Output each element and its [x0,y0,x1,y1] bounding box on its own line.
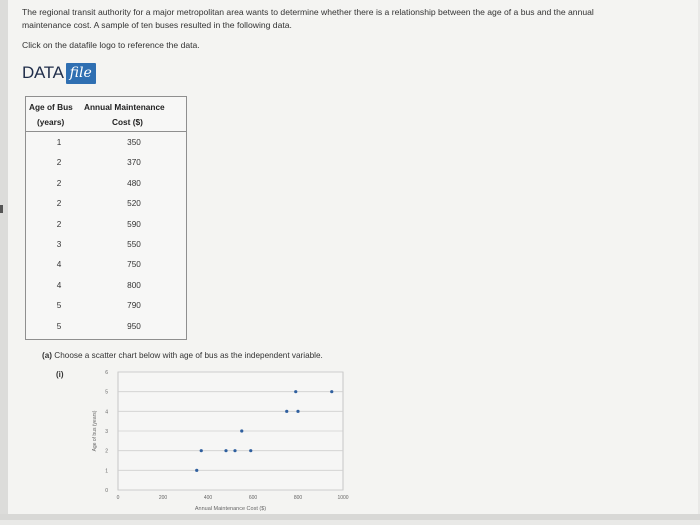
cost-cell: 350 [127,138,141,147]
header-age-line1: Age of Bus [29,102,73,112]
left-edge [0,0,8,520]
y-tick-label: 4 [105,409,108,416]
data-point [249,449,252,452]
y-tick-label: 5 [105,389,108,396]
question-a [42,351,323,360]
table-row [26,132,186,152]
datafile-logo-prefix: DATA [22,63,64,82]
age-cell: 5 [56,321,62,331]
x-tick-label: 0 [116,495,120,501]
y-tick-label: 0 [105,488,108,494]
table-row [26,275,186,295]
table-header [26,97,186,132]
prompt-line-2: maintenance cost. A sample of ten buses resulted in the following data. [22,20,292,30]
scatter-chart-option-i[interactable] [88,366,353,520]
data-point [195,469,198,472]
cost-cell: 750 [127,260,141,270]
scatter-chart-svg [88,366,353,520]
y-tick-label: 6 [105,370,108,376]
age-cell: 1 [56,138,62,147]
age-cell: 2 [56,178,62,188]
cost-cell: 590 [127,219,141,229]
data-point [200,449,203,452]
age-cell: 4 [56,260,62,270]
table-row [26,173,186,193]
data-point [224,449,227,452]
data-point [285,410,288,413]
data-point [296,410,299,413]
table-row [26,316,186,336]
scroll-marker [0,205,3,213]
y-tick-label: 3 [105,429,108,435]
age-cell: 4 [56,280,62,290]
header-cost-line1: Annual Maintenance [84,102,165,112]
table-row [26,214,186,234]
bottom-edge [0,514,700,520]
x-axis-title: Annual Maintenance Cost ($) [194,506,267,512]
cost-cell: 370 [127,158,141,168]
prompt-line-1: The regional transit authority for a major metropolitan area wants to determine whether there is a relationship between the age of a bus and the annual [22,7,594,17]
cost-cell: 480 [127,178,141,188]
cost-cell: 550 [127,240,141,249]
y-tick-label: 1 [105,468,108,475]
x-tick-label: 600 [248,495,258,501]
x-tick-label: 200 [158,495,168,501]
data-point [233,449,236,452]
age-cell: 2 [56,199,62,209]
age-cell: 2 [56,219,62,229]
cost-cell: 800 [127,280,141,290]
data-point [330,390,333,393]
table-row [26,234,186,254]
datafile-instruction: Click on the datafile logo to reference the data. [22,40,200,50]
cost-cell: 950 [127,321,141,331]
datafile-logo-box: file [66,63,96,84]
y-axis-title: Age of bus (years) [92,410,98,452]
x-tick-label: 400 [203,495,213,501]
table-row [26,295,186,315]
header-age-line2: (years) [37,117,65,127]
x-tick-label: 800 [293,495,303,501]
problem-statement [22,6,682,32]
cost-cell: 790 [127,301,141,311]
table-row [26,193,186,213]
cost-cell: 520 [127,199,141,209]
question-text: Choose a scatter chart below with age of bus as the independent variable. [54,351,323,360]
data-table [25,96,187,340]
table-row [26,254,186,274]
age-cell: 2 [56,158,62,168]
header-cost-line2: Cost ($) [112,117,143,127]
data-point [294,390,297,393]
age-cell: 3 [56,240,62,249]
data-point [240,429,243,432]
option-label-i: (i) [56,370,64,379]
table-row [26,152,186,172]
age-cell: 5 [56,301,62,311]
question-part-label: (a) [42,351,53,360]
datafile-logo-button[interactable] [22,62,96,84]
question-page [8,0,698,520]
x-tick-label: 1000 [337,495,349,501]
y-tick-label: 2 [105,448,108,455]
